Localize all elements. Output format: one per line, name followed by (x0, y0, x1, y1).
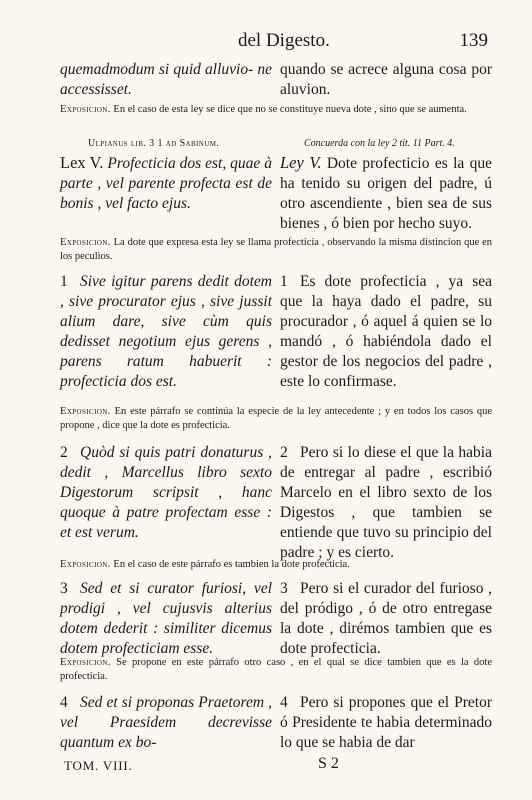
exposition-label: Exposicion. (60, 406, 111, 417)
running-title: del Digesto. (238, 30, 330, 51)
exposition (60, 103, 492, 117)
latin-continuation (60, 60, 272, 100)
latin-paragraph (60, 272, 272, 392)
exposition-label: Exposicion. (60, 237, 111, 248)
exposition-label: Exposicion. (60, 657, 111, 668)
exposition (60, 656, 492, 684)
exposition-label: Exposicion. (60, 559, 111, 570)
exposition (60, 405, 492, 433)
law-heading: Ley V. (280, 153, 322, 172)
exposition-text: Se propone en este párrafo otro caso , en el qual se dice tambien que es la dote profecticia. (60, 657, 492, 682)
exposition-text: En el caso de esta ley se dice que no se constituye nueva dote , sino que se aumenta. (113, 104, 467, 115)
spanish-paragraph (280, 272, 492, 392)
concordance-citation: Concuerda con la ley 2 tit. 11 Part. 4. (304, 138, 455, 149)
exposition (60, 558, 492, 572)
latin-text: Sed et si curator furiosi, vel prodigi , vel cujusvis alterius dotem dederit : similiter dicemus dotem profecticiam esse. (60, 580, 272, 657)
latin-text: Sed et si proponas Praetorem , vel Praesidem decrevisse quantum ex bo- (60, 694, 272, 751)
exposition-text: En este párrafo se continúa la especie de la ley antecedente ; y en todos los casos que propone , dice que la dote es profecticia. (60, 406, 493, 431)
latin-text: quemadmodum si quid alluvio- ne accessisset. (60, 61, 272, 98)
source-citation: Ulpianus lib. 3 1 ad Sabinum. (88, 138, 220, 149)
exposition-text: En el caso de este párrafo es tambien la dote profecticia. (113, 559, 350, 570)
latin-law (60, 153, 272, 214)
spanish-text: Dote profecticio es la que ha tenido su origen del padre, ú otro ascendiente , bien sea de sus bienes , ó bien por hecho suyo. (280, 155, 492, 232)
spanish-text: quando se acrece alguna cosa por aluvion. (280, 61, 492, 98)
paragraph-number: 3 (280, 580, 288, 597)
paragraph-number: 4 (60, 694, 68, 711)
latin-text: Sive igitur parens dedit dotem , sive procurator ejus , sive jussit alium dare, sive cùm quis dedisset negotium ejus gerens , parens ratum habuerit : profecticia dos est. (60, 273, 272, 390)
spanish-continuation (280, 60, 492, 100)
signature-mark: S 2 (318, 755, 339, 772)
paragraph-number: 2 (280, 444, 288, 461)
page-number: 139 (459, 30, 488, 51)
latin-paragraph (60, 579, 272, 659)
exposition-text: La dote que expresa esta ley se llama profecticia , observando la misma distincion que en los peculios. (60, 237, 493, 262)
exposition (60, 236, 492, 264)
volume-label: TOM. VIII. (64, 758, 133, 773)
page-header (60, 30, 492, 54)
paragraph-number: 1 (280, 273, 288, 290)
spanish-paragraph (280, 693, 492, 753)
spanish-law (280, 153, 492, 234)
law-heading: Lex V. (60, 153, 104, 172)
latin-paragraph (60, 693, 272, 753)
latin-text: Profecticia dos est, quae à parte , vel parente profecta est de bonis , vel facto ejus. (60, 155, 272, 212)
paragraph-number: 4 (280, 694, 288, 711)
spanish-paragraph (280, 579, 492, 659)
spanish-text: Pero si lo diese el que la habia de entregar al padre , escribió Marcelo en el libro sexto de los Digestos , que tambien se entiende que tuvo su principio del padre ; y es cierto. (280, 444, 492, 561)
latin-text: Quòd si quis patri donaturus , dedit , Marcellus libro sexto Digestorum scripsit , hanc quoque à patre profectam esse : et est verum. (60, 444, 272, 541)
paragraph-number: 1 (60, 273, 68, 290)
spanish-text: Es dote profecticia , ya sea que la haya dado el padre, su procurador , ó aquel á quien se lo mandó , ó habiéndola dado el gestor de los negocios del padre , este lo confirmase. (280, 273, 492, 390)
paragraph-number: 2 (60, 444, 68, 461)
paragraph-number: 3 (60, 580, 68, 597)
exposition-label: Exposicion. (60, 104, 111, 115)
spanish-text: Pero si el curador del furioso , del pródigo , ó de otro entregase la dote , dirémos tambien que es dote profecticia. (280, 580, 492, 657)
latin-paragraph (60, 443, 272, 543)
spanish-text: Pero si propones que el Pretor ó Presidente te habia determinado lo que se habia de dar (280, 694, 492, 751)
spanish-paragraph (280, 443, 492, 563)
